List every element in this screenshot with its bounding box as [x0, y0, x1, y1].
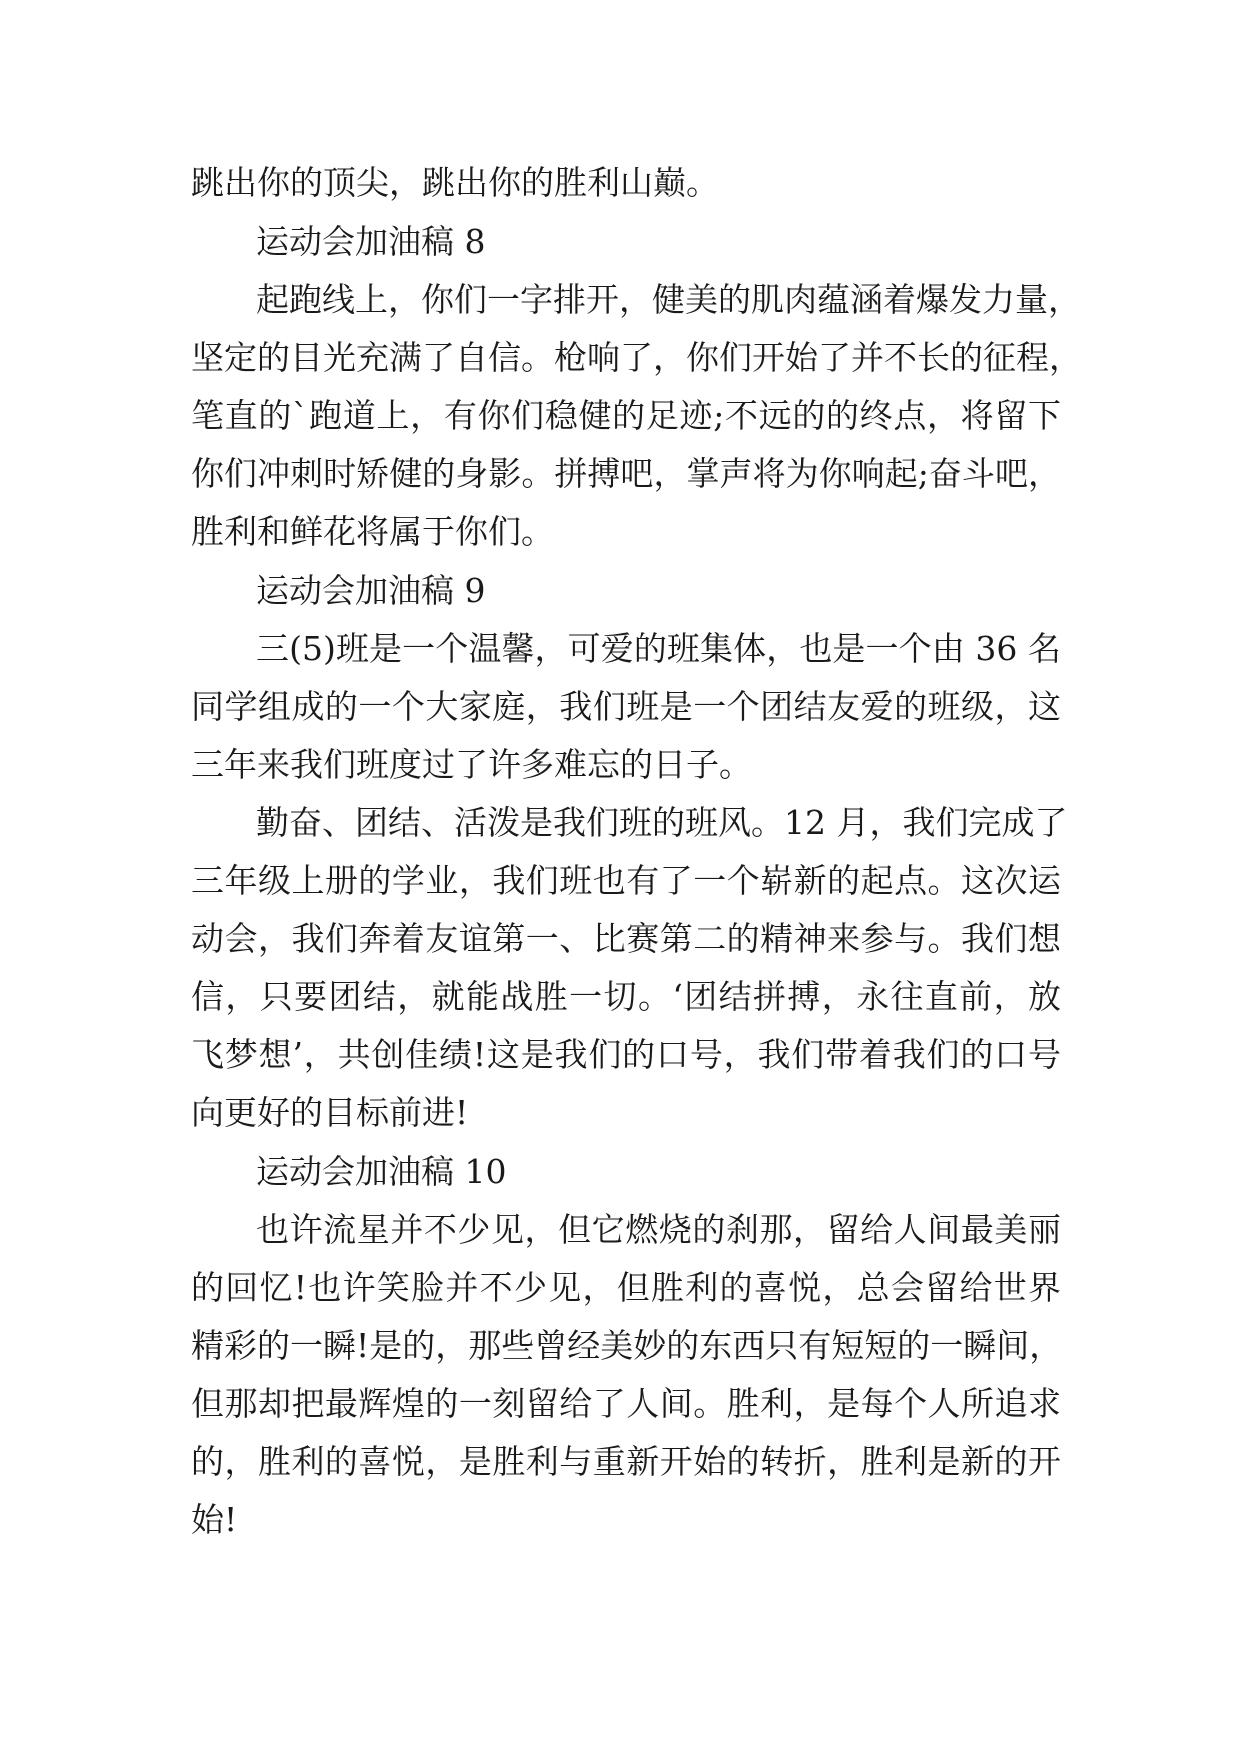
- paragraph-line: 信，只要团结，就能战胜一切。‘团结拼搏，永往直前，放: [191, 977, 1061, 1016]
- paragraph-line: 向更好的目标前进!: [191, 1093, 469, 1132]
- paragraph-line: 胜利和鲜花将属于你们。: [191, 512, 554, 551]
- paragraph-line: 笔直的`跑道上，有你们稳健的足迹;不远的的终点，将留下: [191, 396, 1061, 435]
- paragraph-line: 你们冲刺时矫健的身影。拼搏吧，掌声将为你响起;奋斗吧，: [191, 454, 1061, 493]
- paragraph-line: 但那却把最辉煌的一刻留给了人间。胜利，是每个人所追求: [191, 1384, 1061, 1423]
- paragraph-line: 起跑线上，你们一字排开，健美的肌肉蕴涵着爆发力量，: [256, 280, 1081, 319]
- paragraph-line: 同学组成的一个大家庭，我们班是一个团结友爱的班级，这: [191, 687, 1061, 726]
- paragraph-line: 的回忆!也许笑脸并不少见，但胜利的喜悦，总会留给世界: [191, 1268, 1061, 1307]
- paragraph-line: 三(5)班是一个温馨，可爱的班集体，也是一个由 36 名: [256, 629, 1061, 668]
- paragraph-line: 三年级上册的学业，我们班也有了一个崭新的起点。这次运: [191, 861, 1061, 900]
- paragraph-line: 三年来我们班度过了许多难忘的日子。: [191, 745, 752, 784]
- paragraph-line: 始!: [191, 1500, 238, 1539]
- paragraph-line: 跳出你的顶尖，跳出你的胜利山巅。: [191, 163, 719, 202]
- section-heading-8: 运动会加油稿 8: [256, 222, 486, 261]
- paragraph-line: 动会，我们奔着友谊第一、比赛第二的精神来参与。我们想: [191, 919, 1061, 958]
- paragraph-line: 精彩的一瞬!是的，那些曾经美妙的东西只有短短的一瞬间，: [191, 1326, 1063, 1365]
- paragraph-line: 勤奋、团结、活泼是我们班的班风。12 月，我们完成了: [256, 803, 1068, 842]
- paragraph-line: 飞梦想’，共创佳绩!这是我们的口号，我们带着我们的口号: [191, 1035, 1061, 1074]
- section-heading-9: 运动会加油稿 9: [256, 571, 486, 610]
- paragraph-line: 也许流星并不少见，但它燃烧的刹那，留给人间最美丽: [256, 1210, 1061, 1249]
- paragraph-line: 坚定的目光充满了自信。枪响了，你们开始了并不长的征程，: [191, 338, 1082, 377]
- paragraph-line: 的，胜利的喜悦，是胜利与重新开始的转折，胜利是新的开: [191, 1442, 1061, 1481]
- section-heading-10: 运动会加油稿 10: [256, 1152, 507, 1191]
